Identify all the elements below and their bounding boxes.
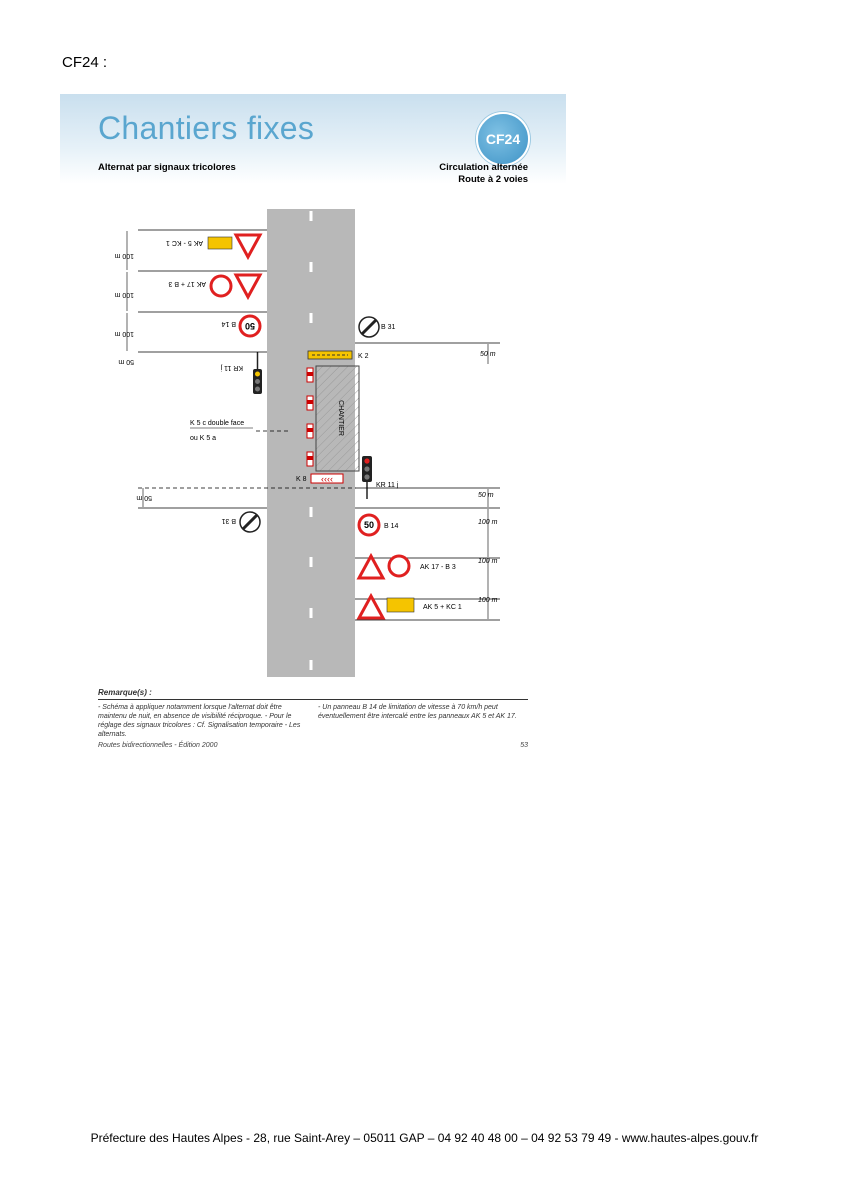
remark-left: - Schéma à appliquer notamment lorsque l'alternat doit être maintenu de nuit, en absence de visibilité réciproque. - Pour le réglage des signaux tricolores : Cf. Signalisation temporaire - Les alternats.: [98, 704, 301, 738]
left-distance-4: 50 m: [118, 358, 134, 365]
signage-sheet: [60, 94, 566, 766]
b31-sign-right: [359, 317, 379, 337]
sheet-footer: [98, 742, 528, 749]
right-distance-2: 50 m: [478, 492, 494, 499]
k8-label: K 8: [296, 476, 307, 483]
right-distance-5: 100 m: [478, 597, 498, 604]
subtitle-road-type: Route à 2 voies: [458, 174, 528, 185]
k5a-label: ou K 5 a: [190, 435, 217, 442]
left-label-b31: B 31: [221, 517, 236, 524]
left-distance-5: 50 m: [136, 494, 152, 501]
b14-sign-right: [359, 515, 379, 535]
right-label-ak5: AK 5 + KC 1: [423, 604, 462, 611]
sheet-title: Chantiers fixes: [98, 110, 315, 146]
ak17-b3-sign-right: [359, 556, 409, 578]
remarks: [98, 688, 528, 739]
left-distance-2: 100 m: [114, 291, 134, 298]
b14-sign-left: [240, 316, 260, 336]
speed-limit-left: 50: [244, 321, 256, 331]
right-label-k2: K 2: [358, 353, 369, 360]
right-label-b14: B 14: [384, 523, 399, 530]
right-distance-4: 100 m: [478, 558, 498, 565]
svg-text:‹‹‹‹: ‹‹‹‹: [321, 474, 333, 484]
remarks-title: Remarque(s) :: [98, 688, 528, 700]
right-distance-1: 50 m: [480, 351, 496, 358]
k5c-label: K 5 c double face: [190, 420, 245, 427]
sheet-footer-edition: Routes bidirectionnelles - Édition 2000: [98, 742, 218, 749]
b31-sign-left: [240, 512, 260, 532]
road-works-diagram: [60, 94, 566, 684]
left-distance-3: 100 m: [114, 330, 134, 337]
page-label: CF24 :: [62, 54, 108, 71]
right-label-kr11j: KR 11 j: [376, 482, 399, 489]
speed-limit-right: 50: [363, 520, 375, 530]
subtitle-circulation: Circulation alternée: [439, 162, 528, 173]
right-label-ak17: AK 17 - B 3: [420, 564, 456, 571]
work-zone-label: CHANTIER: [337, 400, 344, 436]
left-label-ak17: AK 17 + B 3: [168, 280, 206, 287]
left-label-kr11j: KR 11 j: [220, 364, 243, 371]
ak5-kc1-sign-left: [208, 235, 260, 257]
left-distance-1: 100 m: [114, 252, 134, 259]
cf24-badge: CF24: [476, 112, 530, 166]
remark-right: - Un panneau B 14 de limitation de vitesse à 70 km/h peut éventuellement être intercalé entre les panneaux AK 5 et AK 17.: [318, 704, 517, 720]
ak17-b3-sign-left: [211, 275, 260, 297]
right-label-b31: B 31: [381, 324, 396, 331]
sheet-page-number: 53: [520, 742, 528, 749]
remarks-columns: [98, 703, 528, 739]
page-footer: Préfecture des Hautes Alpes - 28, rue Saint-Arey – 05011 GAP – 04 92 40 48 00 – 04 92 53 79 49 - www.hautes-alpes.gouv.fr: [90, 1131, 759, 1145]
left-label-ak5: AK 5 - KC 1: [166, 239, 203, 246]
right-distance-3: 100 m: [478, 519, 498, 526]
left-label-b14: B 14: [221, 320, 236, 327]
sheet-subtitle: Alternat par signaux tricolores: [98, 162, 236, 173]
